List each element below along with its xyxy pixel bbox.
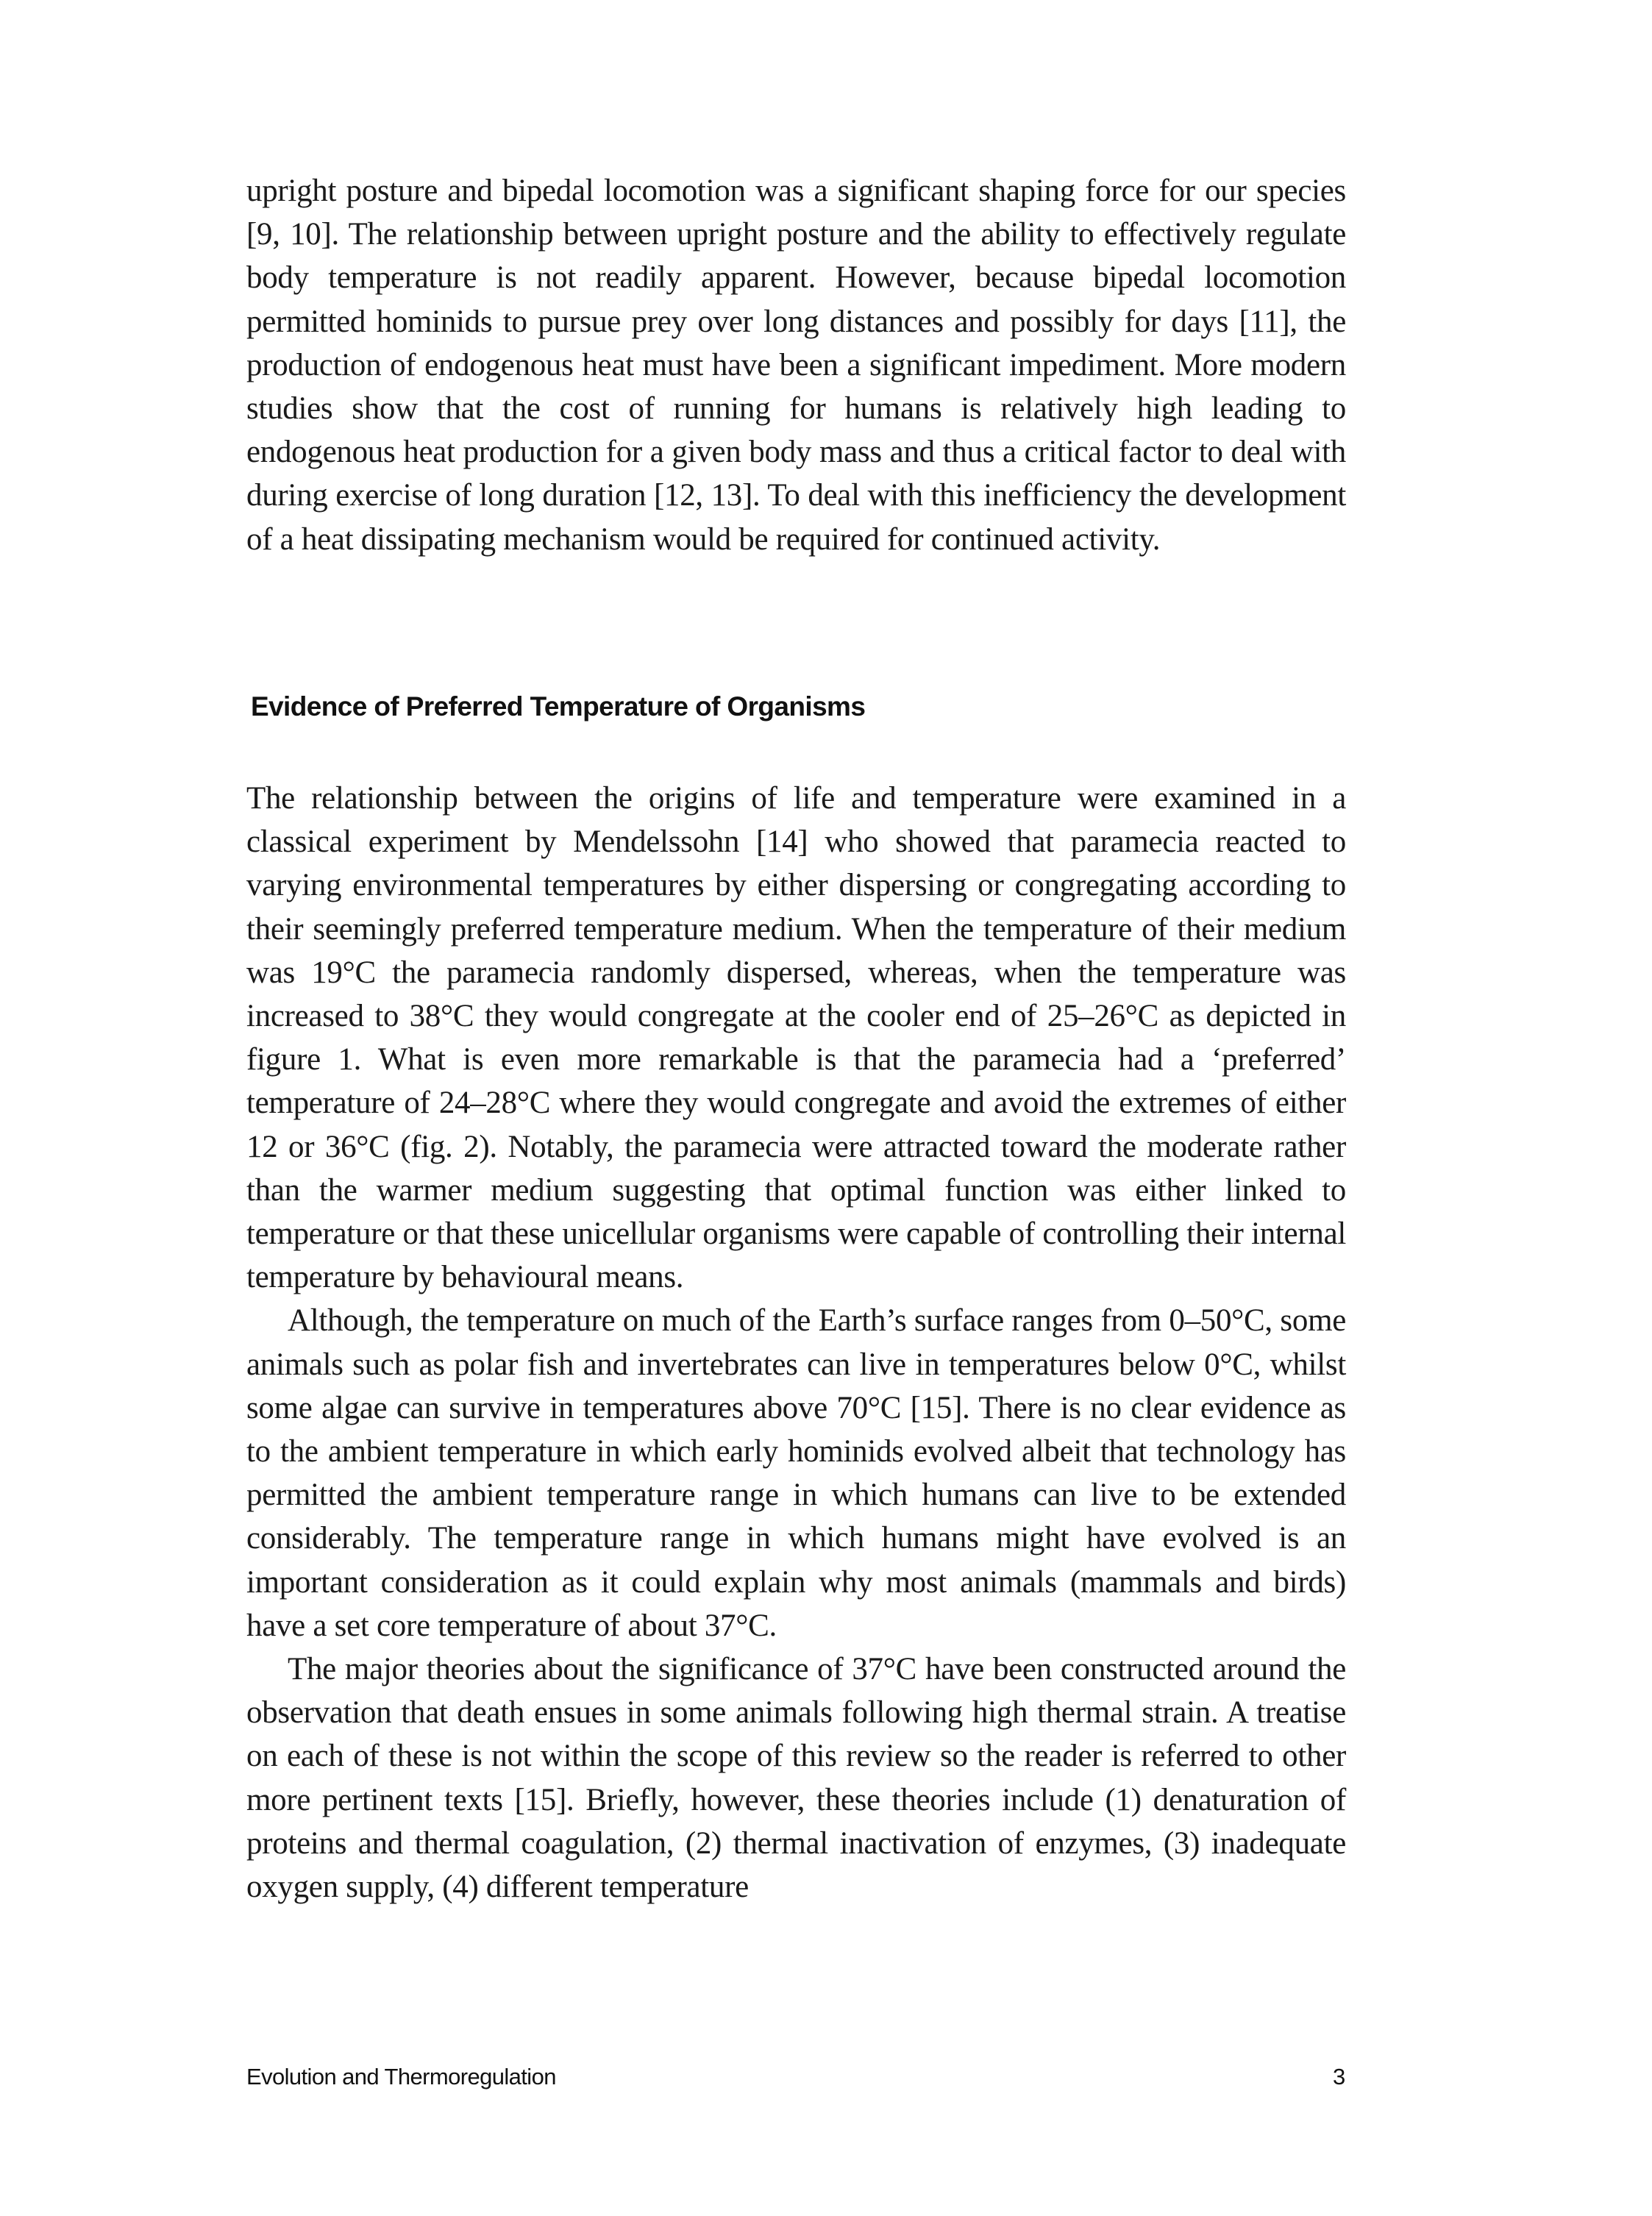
body-paragraph: The major theories about the significance of 37°C have been constructed around the observation that death ensues in some animals following high thermal strain. A treatise on each of these is not within the scope of this review so the reader is referred to other more pertinent texts [15]. Briefly, however, these theories include (1) denaturation of proteins and thermal coagulation, (2) thermal inactivation of enzymes, (3) inadequate oxygen supply, (4) different temperature [246,1652,1346,1905]
body-paragraph: The relationship between the origins of life and temperature were examined in a classical experiment by Mendelssohn [14] who showed that paramecia reacted to varying environmental temperatures by either dispersing or congregating according to their seemingly preferred temperature medium. When the temperature of their medium was 19°C the paramecia randomly dispersed, whereas, when the temperature was increased to 38°C they would congregate at the cooler end of 25–26°C as depicted in figure 1. What is even more remarkable is that the paramecia had a ‘preferred’ temperature of 24–28°C where they would congregate and avoid the extremes of either 12 or 36°C (fig. 2). Notably, the paramecia were attracted toward the moderate rather than the warmer medium suggesting that optimal function was either linked to temperature or that these unicellular organisms were capable of controlling their internal temperature by behavioural means. [246,781,1346,1295]
body-paragraph: Although, the temperature on much of the Earth’s surface ranges from 0–50°C, some animals such as polar fish and invertebrates can live in temperatures below 0°C, whilst some algae can survive in temperatures above 70°C [15]. There is no clear evidence as to the ambient temperature in which early hominids evolved albeit that technology has permitted the ambient temperature range in which humans can live to be extended considerably. The temperature range in which humans might have evolved is an important consideration as it could explain why most animals (mammals and birds) have a set core temperature of about 37°C. [246,1303,1346,1643]
running-footer-title: Evolution and Thermoregulation [246,2064,556,2089]
body-paragraph: upright posture and bipedal locomotion was a significant shaping force for our species [9, 10]. The relationship between upright posture and the ability to effectively regulate body temperature is not readily apparent. However, because bipedal locomotion permitted hominids to pursue prey over long distances and possibly for days [11], the production of endogenous heat must have been a significant impediment. More modern studies show that the cost of running for humans is relatively high leading to endogenous heat production for a given body mass and thus a critical factor to deal with during exercise of long duration [12, 13]. To deal with this inefficiency the development of a heat dissipating mechanism would be required for continued activity. [246,174,1346,557]
page-number: 3 [1333,2064,1346,2089]
section-body [246,777,1346,1909]
section-heading: Evidence of Preferred Temperature of Organisms [251,691,866,722]
